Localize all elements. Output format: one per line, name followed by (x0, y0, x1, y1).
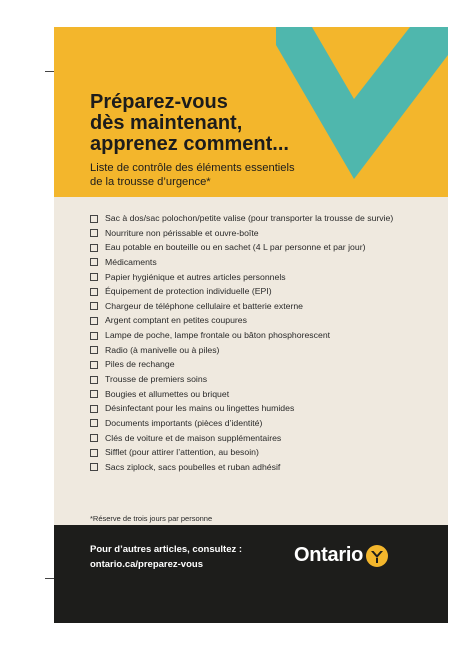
checklist-item-label: Clés de voiture et de maison supplémentaires (105, 432, 282, 443)
checklist-item-label: Eau potable en bouteille ou en sachet (4 L par personne et par jour) (105, 242, 366, 253)
checklist-item (90, 417, 434, 429)
checkbox[interactable] (90, 332, 98, 340)
checkbox[interactable] (90, 463, 98, 471)
checkbox[interactable] (90, 361, 98, 369)
checklist-item-label: Piles de rechange (105, 359, 175, 370)
checklist-item-label: Sac à dos/sac polochon/petite valise (pour transporter la trousse de survie) (105, 213, 394, 223)
checklist-item (90, 256, 434, 268)
checklist-item-label: Bougies et allumettes ou briquet (105, 388, 230, 399)
checkbox[interactable] (90, 317, 98, 325)
title-line: Préparez-vous (90, 91, 228, 113)
checklist-item (90, 212, 434, 224)
checklist-item (90, 227, 434, 239)
title-line: apprenez comment... (90, 133, 289, 155)
checkbox[interactable] (90, 390, 98, 398)
checklist-item-label: Désinfectant pour les mains ou lingettes humides (105, 403, 295, 414)
header-banner (54, 27, 448, 197)
checkbox[interactable] (90, 376, 98, 384)
checklist-item (90, 373, 434, 385)
footer-text (90, 542, 242, 572)
checklist-item-label: Nourriture non périssable et ouvre-boîte (105, 227, 259, 238)
checklist-item (90, 344, 434, 356)
logo-wordmark: Ontario (294, 544, 364, 566)
checklist-item (90, 329, 434, 341)
checklist-item-label: Documents importants (pièces d’identité) (105, 417, 263, 428)
checkbox[interactable] (90, 244, 98, 252)
checklist-item (90, 314, 434, 326)
trillium-icon (366, 545, 388, 567)
checklist-item-label: Chargeur de téléphone cellulaire et batterie externe (105, 300, 304, 311)
checklist-item-label: Trousse de premiers soins (105, 374, 208, 385)
footer (54, 525, 448, 623)
ontario-logo (294, 544, 388, 567)
checkbox[interactable] (90, 434, 98, 442)
footer-link[interactable]: ontario.ca/preparez-vous (90, 559, 203, 570)
checklist-item (90, 432, 434, 444)
checklist-item-label: Sifflet (pour attirer l’attention, au besoin) (105, 447, 259, 458)
checklist-item-label: Lampe de poche, lampe frontale ou bâton phosphorescent (105, 330, 331, 341)
checklist-item-label: Radio (à manivelle ou à piles) (105, 344, 220, 355)
checkbox[interactable] (90, 229, 98, 237)
checklist-item-label: Papier hygiénique et autres articles personnels (105, 271, 286, 282)
checklist-item (90, 461, 434, 473)
checklist-item (90, 300, 434, 312)
checkbox[interactable] (90, 215, 98, 223)
checklist-item (90, 271, 434, 283)
checklist (90, 212, 434, 476)
title-line: dès maintenant, (90, 112, 243, 134)
checklist-item (90, 402, 434, 414)
checklist-item-label: Argent comptant en petites coupures (105, 315, 247, 326)
checkbox[interactable] (90, 258, 98, 266)
checklist-item-label: Équipement de protection individuelle (EPI) (105, 286, 272, 297)
checklist-card (54, 27, 448, 623)
subtitle (90, 161, 295, 189)
checklist-item (90, 241, 434, 253)
checklist-item (90, 285, 434, 297)
checkbox[interactable] (90, 419, 98, 427)
checkbox[interactable] (90, 449, 98, 457)
subtitle-line: Liste de contrôle des éléments essentiels (90, 162, 295, 174)
checkbox[interactable] (90, 405, 98, 413)
checkbox[interactable] (90, 302, 98, 310)
checkbox[interactable] (90, 273, 98, 281)
footer-line: Pour d’autres articles, consultez : (90, 544, 243, 555)
subtitle-line: de la trousse d’urgence* (90, 176, 211, 188)
checklist-item-label: Sacs ziplock, sacs poubelles et ruban adhésif (105, 461, 281, 472)
checkbox[interactable] (90, 288, 98, 296)
page-title (90, 92, 289, 155)
checkbox[interactable] (90, 346, 98, 354)
checklist-item (90, 358, 434, 370)
footnote: *Réserve de trois jours par personne (90, 514, 213, 523)
checklist-item (90, 446, 434, 458)
checklist-item-label: Médicaments (105, 256, 157, 267)
checklist-item (90, 388, 434, 400)
